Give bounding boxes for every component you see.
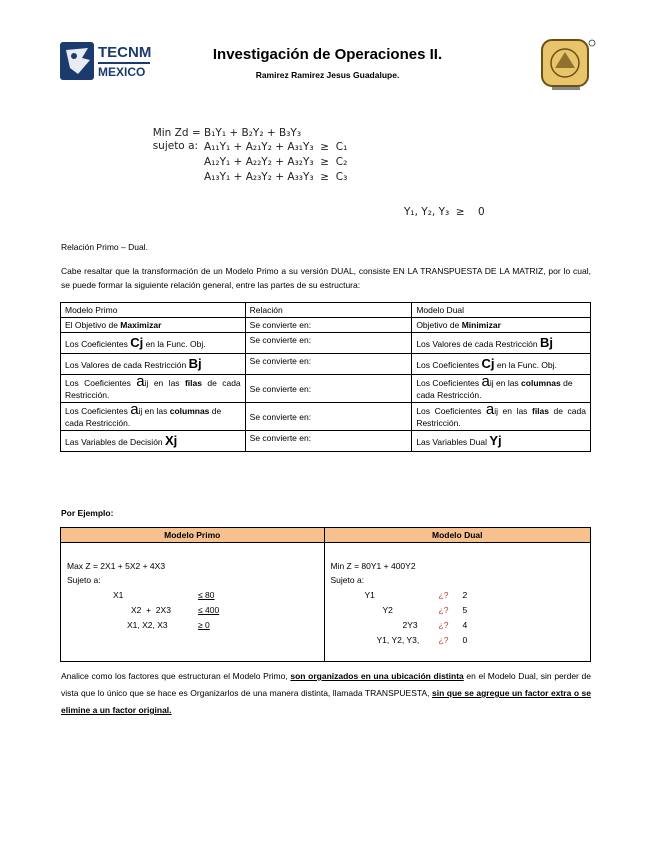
header-primal: Modelo Primo — [61, 303, 246, 318]
document-title: Investigación de Operaciones II. — [212, 46, 443, 63]
example-primal-cell: Max Z = 2X1 + 5X2 + 4X3 Sujeto a: X1 ≤ 80 X2 + 2X3 ≤ 400 X1, X2, X3 ≥ 0 — [61, 543, 325, 662]
example-dual-header: Modelo Dual — [324, 528, 591, 543]
table-row: El Objetivo de Maximizar Se convierte en: Objetivo de Minimizar — [61, 318, 591, 333]
table-header-row — [61, 303, 591, 318]
constraint-3: A₁₃Y₁ + A₂₃Y₂ + A₃₃Y₃ ≥ C₃ — [204, 171, 348, 183]
example-dual-cell: Min Z = 80Y1 + 400Y2 Sujeto a: Y1 ¿? 2 Y2 ¿? 5 2Y3 ¿? 4 Y1, Y2, Y3, ¿? 0 — [324, 543, 591, 662]
relation-table — [60, 302, 591, 452]
formula-line-1: Min Zd = B₁Y₁ + B₂Y₂ + B₃Y₃ — [152, 127, 302, 139]
formula-line-2: sujeto a: — [152, 140, 199, 152]
section-title: Relación Primo – Dual. — [61, 242, 148, 252]
example-table — [60, 527, 591, 662]
table-row: Los Coeficientes aij en las columnas de cada Restricción. Se convierte en: Los Coeficientes aij en las filas de cada Restricción. — [61, 403, 591, 431]
constraint-2: A₁₂Y₁ + A₂₂Y₂ + A₃₂Y₃ ≥ C₂ — [204, 156, 348, 168]
constraint-1: A₁₁Y₁ + A₂₁Y₂ + A₃₁Y₃ ≥ C₁ — [204, 141, 348, 153]
example-label: Por Ejemplo: — [61, 508, 114, 518]
example-header-row — [61, 528, 591, 543]
example-primal-header: Modelo Primo — [61, 528, 325, 543]
table-row: Los Coeficientes Cj en la Func. Obj. Se convierte en: Los Valores de cada Restricción Bj — [61, 333, 591, 354]
header-relation: Relación — [245, 303, 412, 318]
document-author: Ramirez Ramirez Jesus Guadalupe. — [255, 70, 400, 80]
logo-text: TECNM — [98, 44, 152, 61]
table-row: Los Coeficientes aij en las filas de cada Restricción. Se convierte en: Los Coeficientes aij en las columnas de cada Restricción. — [61, 375, 591, 403]
header-dual: Modelo Dual — [412, 303, 591, 318]
closing-paragraph: Analice como los factores que estructuran el Modelo Primo, son organizados en una ubicación distinta en el Modelo Dual, sin perder de vista que lo único que se hace es Organizarlos de una manera distinta, llamada TRANSPUESTA, sin que se agregue un factor extra o se elimine a un factor original. — [61, 671, 592, 715]
logo-subtext: MEXICO — [98, 65, 146, 79]
seal-icon — [538, 38, 596, 92]
intro-paragraph: Cabe resaltar que la transformación de un Modelo Primo a su versión DUAL, consiste EN LA TRANSPUESTA DE LA MATRIZ, por lo cual, se puede formar la siguiente relación general, entre las partes de su estructura: — [61, 266, 591, 290]
table-row: Los Valores de cada Restricción Bj Se convierte en: Los Coeficientes Cj en la Func. Obj. — [61, 354, 591, 375]
non-negativity: Y₁, Y₂, Y₃ ≥ 0 — [404, 206, 485, 218]
table-row: Las Variables de Decisión Xj Se convierte en: Las Variables Dual Yj — [61, 431, 591, 452]
institution-seal — [538, 38, 596, 92]
subject-to-label — [146, 128, 198, 152]
